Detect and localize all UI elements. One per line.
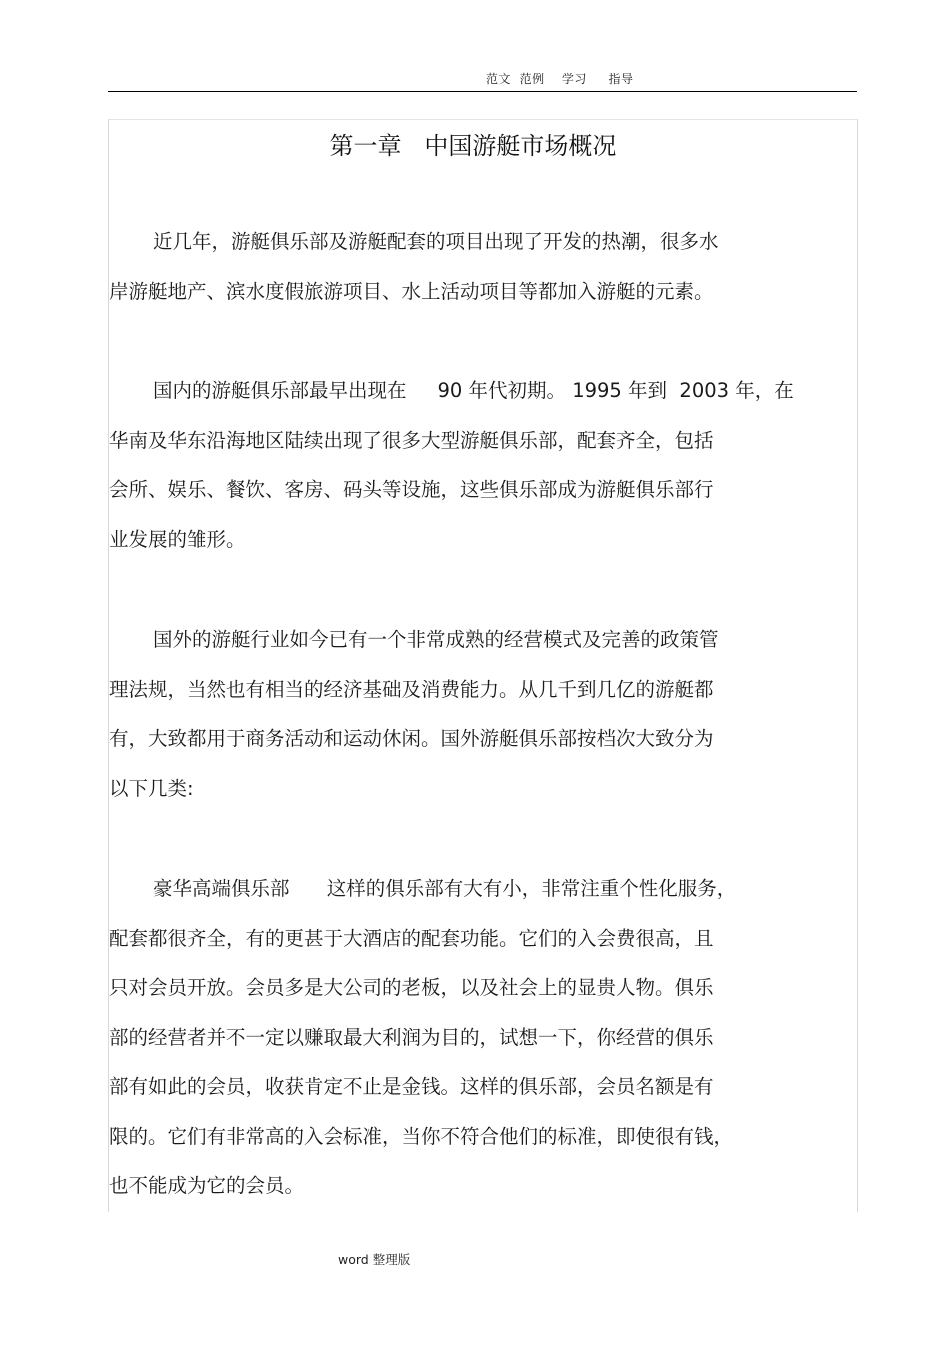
paragraph-line: 会所、娱乐、餐饮、客房、码头等设施，这些俱乐部成为游艇俱乐部行 (109, 478, 714, 501)
paragraph-line: 豪华高端俱乐部 这样的俱乐部有大有小，非常注重个性化服务， (153, 877, 737, 900)
page-footer: word 整理版 (338, 1252, 411, 1267)
paragraph-line: 部的经营者并不一定以赚取最大利润为目的，试想一下，你经营的俱乐 (109, 1025, 714, 1049)
paragraph-line: 部有如此的会员，收获肯定不止是金钱。这样的俱乐部，会员名额是有 (109, 1075, 714, 1098)
paragraph-line: 也不能成为它的会员。 (109, 1174, 305, 1197)
paragraph-2 (109, 366, 854, 564)
paragraph-line: 配套都很齐全，有的更甚于大酒店的配套功能。它们的入会费很高，且 (109, 926, 714, 950)
paragraph-line: 近几年，游艇俱乐部及游艇配套的项目出现了开发的热潮，很多水 (153, 230, 719, 253)
paragraph-line: 理法规，当然也有相当的经济基础及消费能力。从几千到几亿的游艇都 (109, 677, 714, 701)
paragraph-line: 只对会员开放。会员多是大公司的老板，以及社会上的显贵人物。俱乐 (109, 976, 714, 999)
paragraph-line: 以下几类: (109, 776, 194, 800)
paragraph-1 (109, 217, 854, 316)
page-header (0, 70, 950, 90)
header-divider (108, 91, 857, 92)
chapter-title (0, 126, 950, 161)
paragraph-line: 业发展的雏形。 (109, 527, 246, 551)
header-text: 范文 范例 学习 指导 (486, 72, 634, 86)
paragraph-line: 岸游艇地产、滨水度假旅游项目、水上活动项目等都加入游艇的元素。 (109, 279, 714, 303)
paragraph-line: 有，大致都用于商务活动和运动休闲。国外游艇俱乐部按档次大致分为 (109, 727, 714, 750)
paragraph-line: 国内的游艇俱乐部最早出现在 90 年代初期。 1995 年到 2003 年，在 (153, 379, 794, 402)
paragraph-4 (109, 864, 854, 1211)
paragraph-line: 国外的游艇行业如今已有一个非常成熟的经营模式及完善的政策管 (153, 628, 719, 651)
paragraph-line: 限的。它们有非常高的入会标准，当你不符合他们的标准，即使很有钱， (109, 1124, 734, 1148)
paragraph-line: 华南及华东沿海地区陆续出现了很多大型游艇俱乐部，配套齐全，包括 (109, 428, 714, 452)
chapter-title-text: 第一章 中国游艇市场概况 (329, 132, 617, 160)
paragraph-3 (109, 615, 854, 813)
